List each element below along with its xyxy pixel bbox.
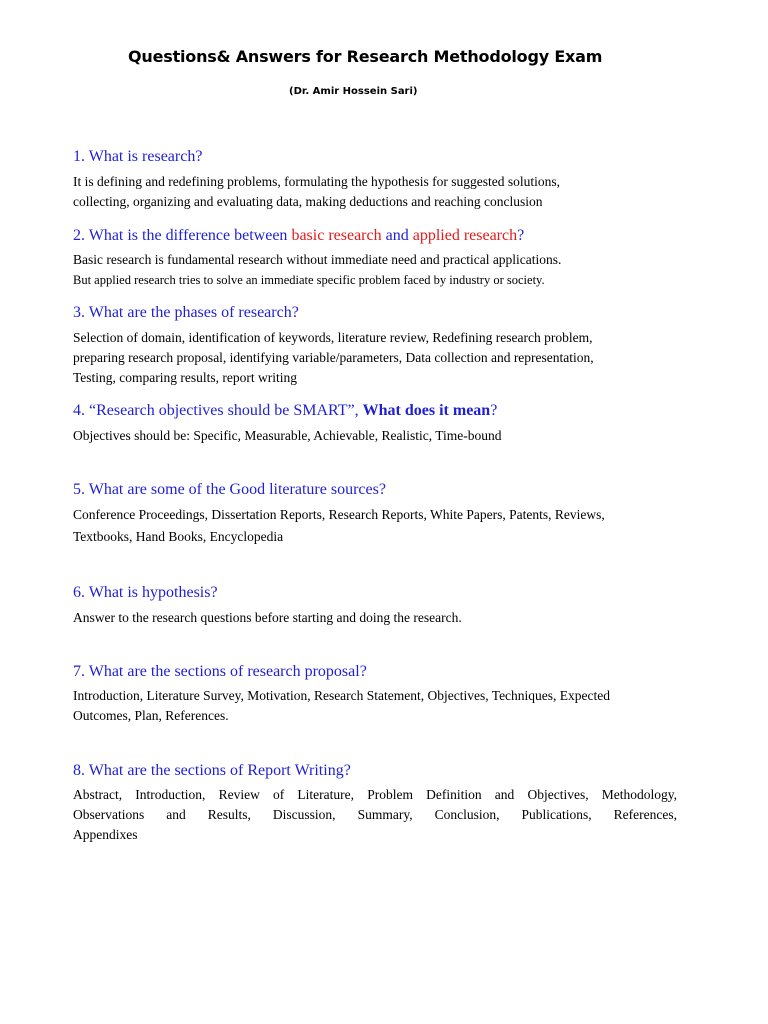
question-3: 3. What are the phases of research? <box>73 304 299 321</box>
question-2 <box>73 227 524 245</box>
answer-line: Testing, comparing results, report writing <box>73 370 298 385</box>
answer-line: Observations and Results, Discussion, Summary, Conclusion, Publications, References, <box>73 807 677 822</box>
question-text: and <box>381 227 413 244</box>
answer-line: Appendixes <box>73 827 138 842</box>
answer-line: Outcomes, Plan, References. <box>73 708 229 723</box>
answer-line: Basic research is fundamental research without immediate need and practical applications. <box>73 252 562 267</box>
answer-line: Textbooks, Hand Books, Encyclopedia <box>73 529 284 544</box>
answer-2 <box>73 250 679 290</box>
answer-6 <box>73 608 679 628</box>
answer-line: But applied research tries to solve an immediate specific problem faced by industry or society. <box>73 273 545 287</box>
question-7: 7. What are the sections of research proposal? <box>73 663 367 680</box>
answer-line: collecting, organizing and evaluating data, making deductions and reaching conclusion <box>73 194 543 209</box>
answer-5 <box>73 505 679 547</box>
answer-4 <box>73 426 679 446</box>
question-5: 5. What are some of the Good literature sources? <box>73 481 386 498</box>
answer-line: Selection of domain, identification of keywords, literature review, Redefining research problem, <box>73 330 593 345</box>
answer-line: Abstract, Introduction, Review of Literature, Problem Definition and Objectives, Methodology, <box>73 787 677 802</box>
question-1: 1. What is research? <box>73 148 203 165</box>
answer-line: Answer to the research questions before starting and doing the research. <box>73 610 462 625</box>
question-text: 4. “Research objectives should be SMART”, <box>73 402 363 419</box>
question-text: 2. What is the difference between <box>73 227 292 244</box>
answer-line: Objectives should be: Specific, Measurable, Achievable, Realistic, Time-bound <box>73 428 502 443</box>
document-author: (Dr. Amir Hossein Sari) <box>289 86 418 97</box>
answer-3 <box>73 328 679 388</box>
question-6: 6. What is hypothesis? <box>73 584 218 601</box>
question-text: ? <box>490 402 498 419</box>
question-text: ? <box>517 227 525 244</box>
question-4 <box>73 402 497 420</box>
document-title: Questions& Answers for Research Methodology Exam <box>128 47 603 66</box>
question-highlight: applied research <box>412 227 518 244</box>
answer-line: It is defining and redefining problems, formulating the hypothesis for suggested solutions, <box>73 174 561 189</box>
question-emphasis: What does it mean <box>362 402 491 419</box>
answer-1 <box>73 172 679 212</box>
answer-line: Introduction, Literature Survey, Motivation, Research Statement, Objectives, Techniques, Expected <box>73 688 611 703</box>
answer-line: Conference Proceedings, Dissertation Reports, Research Reports, White Papers, Patents, Reviews, <box>73 507 605 522</box>
answer-8 <box>73 785 677 845</box>
question-highlight: basic research <box>291 227 382 244</box>
answer-line: preparing research proposal, identifying variable/parameters, Data collection and representation, <box>73 350 594 365</box>
answer-7 <box>73 686 679 726</box>
question-8: 8. What are the sections of Report Writing? <box>73 762 351 779</box>
